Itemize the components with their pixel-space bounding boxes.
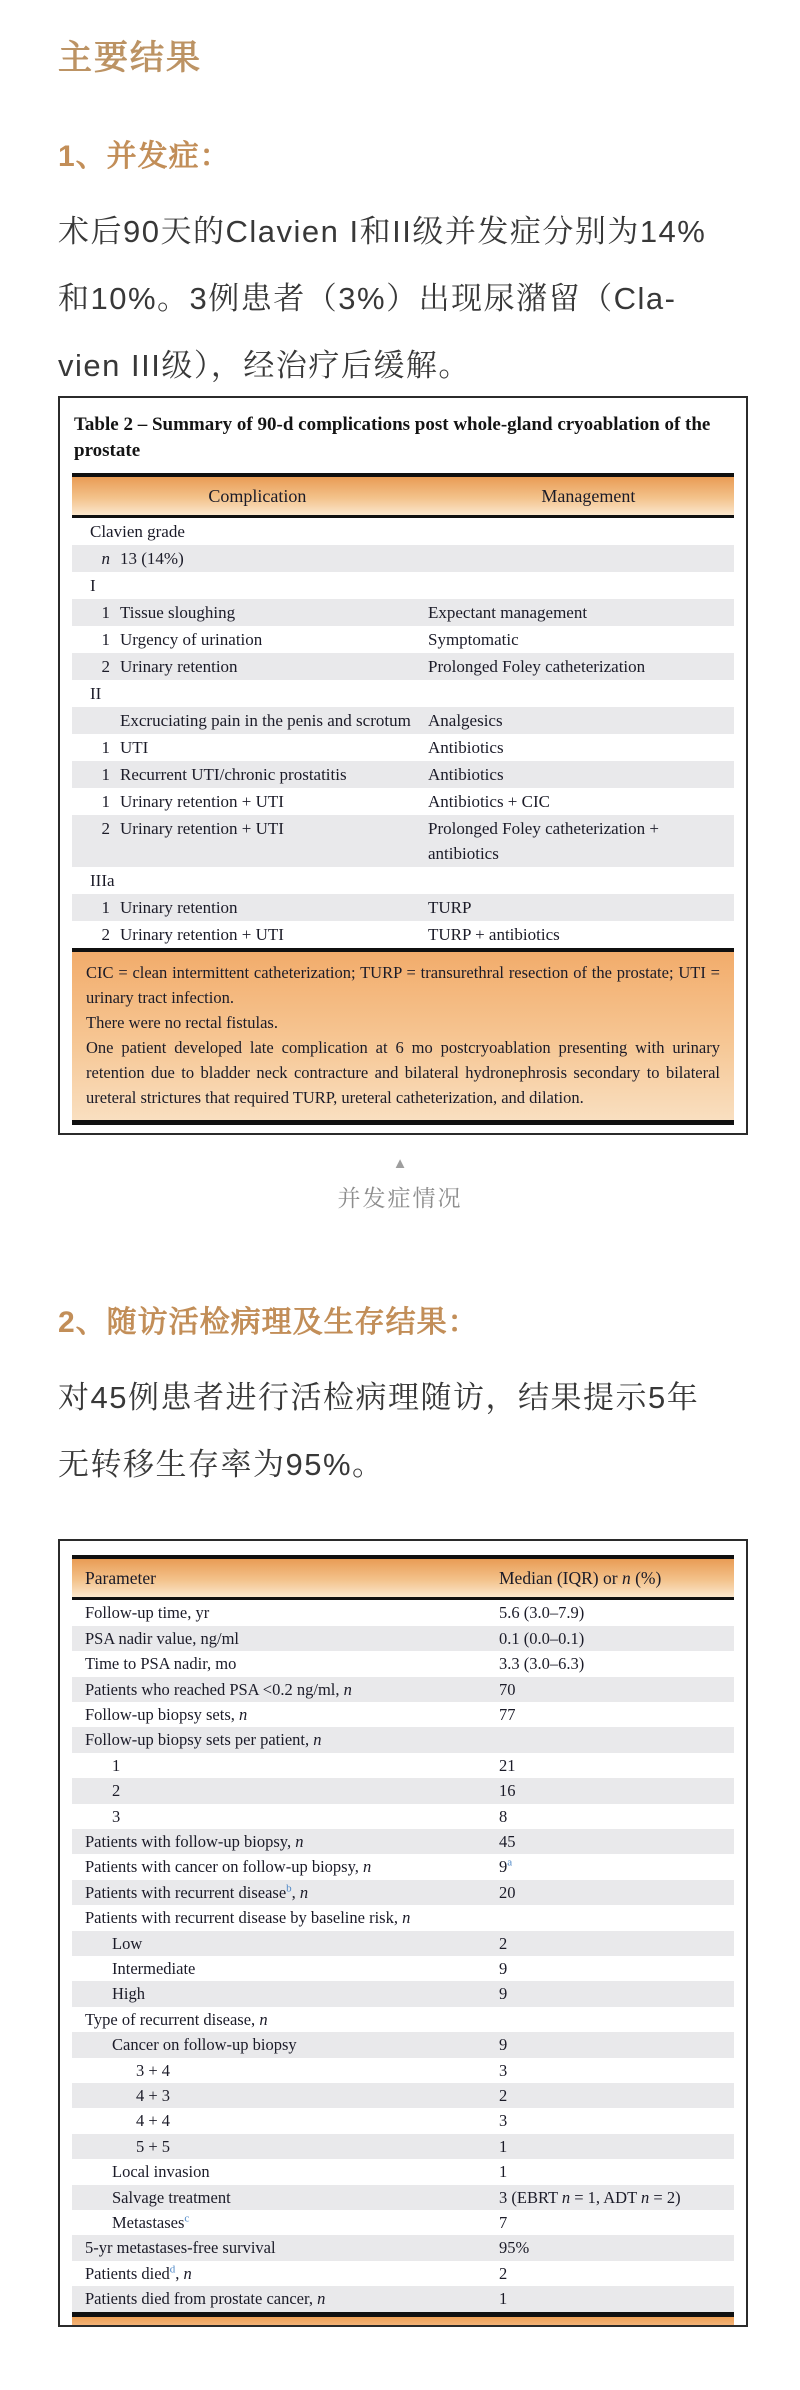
table-row	[72, 1854, 734, 1879]
table-row	[72, 734, 734, 761]
table-row	[72, 2058, 734, 2083]
table-row	[72, 599, 734, 626]
table-row	[72, 1677, 734, 1702]
table-title: Table 2 – Summary of 90-d complications post whole-gland cryoablation of the prostate	[74, 414, 711, 461]
paragraph-line: 和10%。3例患者（3%）出现尿潴留（Cla-	[58, 281, 677, 316]
table-row	[72, 2007, 734, 2032]
parameter-cell: 5-yr metastases-free survival	[85, 2238, 276, 2258]
management-cell: Antibiotics + CIC	[428, 792, 550, 812]
value-cell: 1	[499, 2162, 508, 2182]
table-row	[72, 2134, 734, 2159]
table-row	[72, 867, 734, 894]
paragraph-line: 无转移生存率为95%。	[58, 1447, 385, 1483]
value-cell: 21	[499, 1755, 516, 1775]
parameter-cell: Salvage treatment	[112, 2187, 231, 2207]
paragraph-line: 对45例患者进行活检病理随访，结果提示5年	[58, 1380, 700, 1416]
value-cell: 0.1 (0.0–0.1)	[499, 1628, 585, 1648]
count-cell: n	[101, 549, 110, 569]
table-row	[72, 1956, 734, 1981]
management-cell: Prolonged Foley catheterization + antibiotics	[428, 819, 659, 864]
parameter-cell: Patients with follow-up biopsy, n	[85, 1831, 304, 1851]
parameter-cell: Patients with recurrent disease$^b$, n	[85, 1882, 309, 1902]
section-2-heading: 2、随访活检病理及生存结果：	[58, 1306, 479, 1340]
value-cell: 9	[499, 1958, 508, 1978]
table-row	[72, 1778, 734, 1803]
table-row	[72, 1702, 734, 1727]
value-cell: 3	[499, 2111, 508, 2131]
parameter-cell: Patients with cancer on follow-up biopsy, n	[85, 1857, 372, 1877]
management-cell: Antibiotics	[428, 738, 504, 758]
grade-group-label: Clavien grade	[90, 522, 185, 542]
table-row	[72, 1880, 734, 1905]
parameter-cell: Patients died from prostate cancer, n	[85, 2289, 326, 2309]
table-row	[72, 1753, 734, 1778]
value-cell: 9$^a$	[499, 1856, 513, 1877]
count-cell: 1	[101, 792, 110, 812]
complication-cell: UTI	[120, 738, 149, 758]
parameter-cell: 4 + 3	[136, 2086, 171, 2105]
table-row	[72, 2032, 734, 2057]
value-cell: 16	[499, 1781, 516, 1801]
parameter-cell: Time to PSA nadir, mo	[85, 1654, 237, 1674]
value-cell: 5.6 (3.0–7.9)	[499, 1603, 585, 1623]
table-row	[72, 545, 734, 572]
parameter-cell: Type of recurrent disease, n	[85, 2009, 268, 2029]
count-cell: 1	[101, 898, 110, 918]
count-cell: 2	[101, 925, 110, 945]
management-cell: Analgesics	[428, 711, 503, 731]
management-cell: Symptomatic	[428, 630, 519, 650]
figure-caption: 并发症情况	[337, 1185, 463, 1212]
parameter-cell: 1	[112, 1755, 121, 1775]
value-cell: 1	[499, 2136, 508, 2156]
parameter-cell: 4 + 4	[136, 2111, 171, 2131]
value-cell: 2	[499, 1933, 508, 1953]
value-cell: 2	[499, 2086, 508, 2105]
figure-followup-table	[58, 1539, 748, 2326]
table-row	[72, 2261, 734, 2286]
table-header-row	[72, 477, 734, 515]
management-cell: TURP + antibiotics	[428, 925, 560, 945]
parameter-cell: 2	[112, 1781, 121, 1801]
complication-cell: Tissue sloughing	[120, 603, 236, 623]
table-footnote-block	[72, 952, 734, 1120]
value-cell: 3.3 (3.0–6.3)	[499, 1654, 585, 1674]
table-row	[72, 653, 734, 680]
value-cell: 8	[499, 1806, 508, 1826]
table-row	[72, 572, 734, 599]
complication-cell: Urinary retention + UTI	[120, 819, 284, 839]
parameter-cell: 5 + 5	[136, 2136, 171, 2156]
count-cell: 1	[101, 765, 110, 785]
table-row	[72, 788, 734, 815]
column-header-management: Management	[541, 485, 636, 506]
figure-complications-table	[58, 396, 748, 1135]
table-row	[72, 1804, 734, 1829]
paragraph-line: vien III级），经治疗后缓解。	[58, 348, 471, 383]
parameter-cell: Low	[112, 1933, 143, 1953]
caption-arrow-icon: ▲	[392, 1155, 408, 1173]
table-row	[72, 1905, 734, 1930]
parameter-cell: Metastases$^c$	[112, 2212, 190, 2233]
management-cell: Antibiotics	[428, 765, 504, 785]
complication-cell: Excruciating pain in the penis and scrotum	[120, 711, 411, 731]
table-row	[72, 1727, 734, 1752]
value-cell: 77	[499, 1704, 516, 1724]
value-cell: 9	[499, 1984, 508, 2004]
table-row	[72, 2083, 734, 2108]
management-cell: Prolonged Foley catheterization	[428, 657, 646, 677]
value-cell: 9	[499, 2035, 508, 2055]
complication-cell: Urinary retention	[120, 657, 238, 677]
parameter-cell: 3 + 4	[136, 2060, 171, 2080]
complication-cell: Recurrent UTI/chronic prostatitis	[120, 765, 347, 785]
table-row	[72, 2108, 734, 2133]
value-cell: 20	[499, 1882, 516, 1902]
footnote-line: One patient developed late complication at 6 mo postcryoablation presenting with urinary retention due to bladder neck contracture and bilateral hydronephrosis secondary to bilateral ureteral strictures that required TURP, ureteral catheterization, and dilation.	[86, 1038, 720, 1108]
parameter-cell: Patients with recurrent disease by baseline risk, n	[85, 1908, 411, 1928]
value-cell: 1	[499, 2289, 508, 2309]
count-cell: 2	[101, 657, 110, 677]
followup-table-body	[72, 1600, 734, 2311]
table-row	[72, 2159, 734, 2184]
grade-group-label: I	[90, 576, 96, 596]
section-1-heading: 1、并发症：	[58, 140, 231, 173]
complication-cell: Urinary retention + UTI	[120, 792, 284, 812]
table-row	[72, 921, 734, 948]
parameter-cell: High	[112, 1984, 145, 2004]
management-cell: Expectant management	[428, 603, 588, 623]
value-cell: 3 (EBRT n = 1, ADT n = 2)	[499, 2187, 681, 2207]
section-2-paragraph	[58, 1361, 752, 1495]
table-row	[72, 707, 734, 734]
column-header-median: Median (IQR) or n (%)	[499, 1567, 662, 1588]
table-row	[72, 1626, 734, 1651]
value-cell: 70	[499, 1679, 516, 1699]
table-row	[72, 761, 734, 788]
complication-cell: 13 (14%)	[120, 549, 184, 569]
table-row	[72, 815, 734, 867]
value-cell: 95%	[499, 2238, 530, 2258]
management-cell: TURP	[428, 898, 472, 918]
table-header-row	[72, 1559, 734, 1597]
table-row	[72, 2286, 734, 2311]
table-row	[72, 626, 734, 653]
value-cell: 2	[499, 2263, 508, 2283]
parameter-cell: PSA nadir value, ng/ml	[85, 1628, 239, 1648]
parameter-cell: Follow-up biopsy sets, n	[85, 1704, 248, 1724]
parameter-cell: Patients died$^d$, n	[85, 2263, 192, 2283]
table-row	[72, 680, 734, 707]
complications-table-body	[72, 518, 734, 948]
count-cell: 1	[101, 603, 110, 623]
table-row	[72, 2235, 734, 2260]
complication-cell: Urinary retention + UTI	[120, 925, 284, 945]
parameter-cell: Follow-up time, yr	[85, 1603, 210, 1623]
parameter-cell: Patients who reached PSA <0.2 ng/ml, n	[85, 1679, 352, 1699]
column-header-parameter: Parameter	[85, 1567, 156, 1588]
parameter-cell: Cancer on follow-up biopsy	[112, 2035, 297, 2055]
count-cell: 1	[101, 630, 110, 650]
grade-group-label: II	[90, 684, 102, 704]
parameter-cell: Intermediate	[112, 1958, 196, 1978]
parameter-cell: Local invasion	[112, 2162, 210, 2182]
parameter-cell: 3	[112, 1806, 121, 1826]
section-1-paragraph	[58, 195, 752, 396]
footnote-line: There were no rectal fistulas.	[86, 1013, 278, 1033]
table-row	[72, 894, 734, 921]
complication-cell: Urgency of urination	[120, 630, 263, 650]
value-cell: 45	[499, 1831, 516, 1851]
value-cell: 3	[499, 2060, 508, 2080]
table-row	[72, 518, 734, 545]
table-row	[72, 1651, 734, 1676]
count-cell: 2	[101, 819, 110, 839]
complication-cell: Urinary retention	[120, 898, 238, 918]
grade-group-label: IIIa	[90, 871, 115, 891]
table-row	[72, 2210, 734, 2235]
table-footnote-strip-cropped	[72, 2317, 734, 2325]
table-row	[72, 1981, 734, 2006]
table-row	[72, 1931, 734, 1956]
value-cell: 7	[499, 2213, 508, 2233]
footnote-line: CIC = clean intermittent catheterization; TURP = transurethral resection of the prostate; UTI = urinary tract infection.	[86, 963, 720, 1008]
page-title: 主要结果	[58, 38, 202, 78]
table-row	[72, 1600, 734, 1625]
table-rule-bottom	[72, 1120, 734, 1125]
table-row	[72, 1829, 734, 1854]
paragraph-line: 术后90天的Clavien I和II级并发症分别为14%	[58, 214, 707, 249]
parameter-cell: Follow-up biopsy sets per patient, n	[85, 1730, 322, 1750]
count-cell: 1	[101, 738, 110, 758]
column-header-complication: Complication	[208, 485, 307, 506]
table-row	[72, 2185, 734, 2210]
